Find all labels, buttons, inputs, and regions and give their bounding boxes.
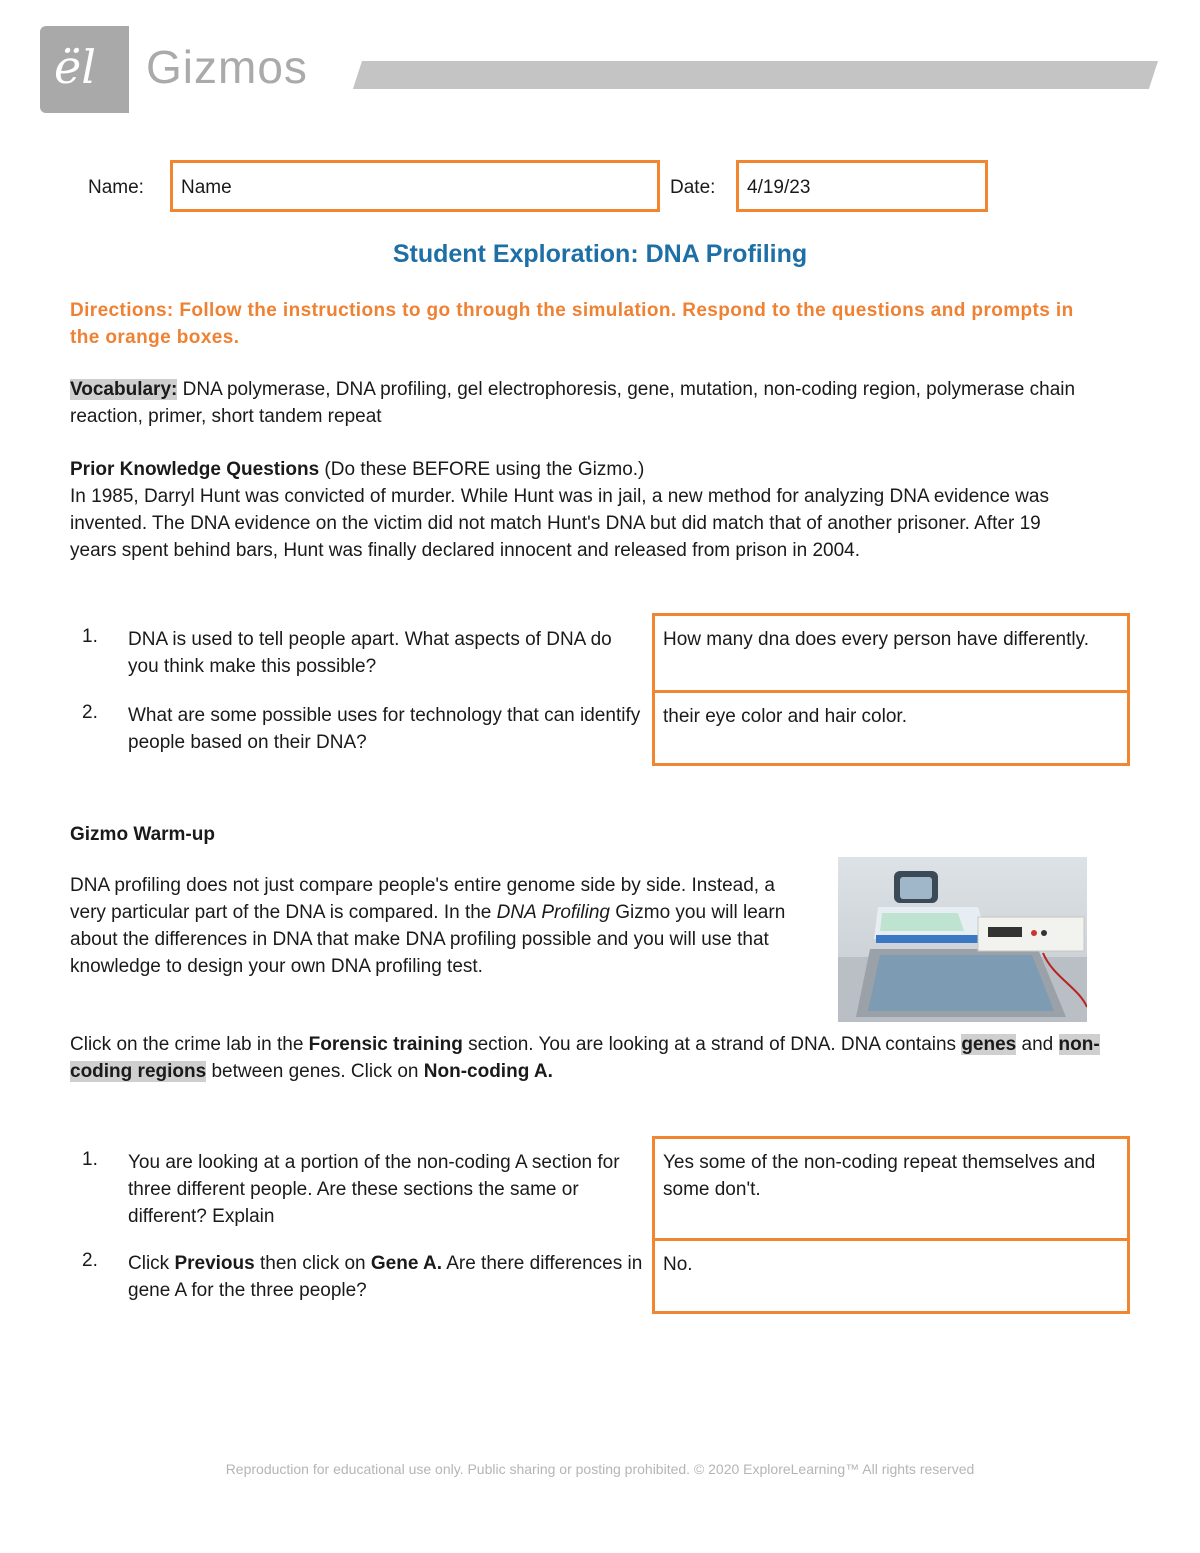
date-value: 4/19/23: [747, 177, 811, 198]
answer-box-warmup: [652, 1136, 1130, 1314]
name-value: Name: [181, 177, 232, 198]
forensic-training-term: Forensic training: [308, 1034, 463, 1055]
gene-a-term: Gene A.: [370, 1253, 442, 1274]
date-label: Date:: [670, 177, 716, 198]
warmup-text: Gizmo you will learn about the differences in DNA that make DNA profiling possible and you will use that knowledge to design your own DNA profiling test.: [70, 902, 786, 977]
name-field[interactable]: [170, 160, 660, 212]
warmup-text: DNA profiling does not just compare people's entire genome side by side. Instead, a very particular part of the DNA is compared. In the: [70, 875, 775, 923]
question-fragment: Are there differences in gene A for the three people?: [128, 1253, 643, 1301]
question-fragment: Click: [128, 1253, 175, 1274]
vocabulary-label: Vocabulary:: [70, 379, 178, 400]
warmup-text: and: [1016, 1034, 1059, 1055]
question-text: What are some possible uses for technology that can identify people based on their DNA?: [128, 705, 641, 753]
answer-text: their eye color and hair color.: [663, 706, 907, 727]
prior-knowledge-note: (Do these BEFORE using the Gizmo.): [319, 459, 645, 480]
directions: Directions: Follow the instructions to go through the simulation. Respond to the questions and prompts in the orange boxes.: [70, 300, 1074, 348]
non-coding-a-term: Non-coding A.: [423, 1061, 553, 1082]
prior-knowledge-paragraph: In 1985, Darryl Hunt was convicted of murder. While Hunt was in jail, a new method for analyzing DNA evidence was invented. The DNA evidence on the victim did not match Hunt's DNA but did match that of another prisoner. After 19 years spent behind bars, Hunt was finally declared innocent and released from prison in 2004.: [70, 486, 1049, 561]
answer-text: No.: [663, 1254, 693, 1275]
prior-knowledge-title: Prior Knowledge Questions: [70, 459, 320, 480]
vocab-term-non-coding: non-coding regions: [70, 1034, 1100, 1082]
name-label: Name:: [88, 177, 144, 198]
date-field[interactable]: [736, 160, 988, 212]
brand-name: Gizmos: [146, 41, 308, 93]
question-number: 2.: [82, 1250, 98, 1271]
question-number: 1.: [82, 1149, 98, 1170]
prior-knowledge-heading: [70, 456, 1120, 483]
question-number: 2.: [82, 702, 98, 723]
logo-glyph: ël: [54, 40, 96, 94]
question-text: DNA is used to tell people apart. What aspects of DNA do you think make this possible?: [128, 629, 612, 677]
lab-equipment-illustration: [838, 857, 1087, 1022]
question-number: 1.: [82, 626, 98, 647]
vocabulary: [70, 376, 1120, 430]
vocabulary-text: DNA polymerase, DNA profiling, gel electrophoresis, gene, mutation, non-coding region, polymerase chain reaction, primer, short tandem repeat: [70, 379, 1076, 427]
page-title: Student Exploration: DNA Profiling: [392, 240, 808, 268]
answer-text: How many dna does every person have differently.: [663, 629, 1089, 650]
answer-field[interactable]: [655, 693, 1127, 763]
warmup-heading: [70, 821, 1120, 848]
answer-box-prior-knowledge: [652, 613, 1130, 766]
answer-field[interactable]: [655, 1139, 1127, 1239]
warmup-text: Click on the crime lab in the: [70, 1034, 309, 1055]
warmup-text: between genes. Click on: [206, 1061, 424, 1082]
logo: [40, 26, 129, 113]
question-text: [128, 1250, 643, 1304]
warmup-title: Gizmo Warm-up: [70, 824, 215, 845]
warmup-text: section. You are looking at a strand of DNA. DNA contains: [462, 1034, 962, 1055]
footer-copyright: Reproduction for educational use only. Public sharing or posting prohibited. © 2020 ExploreLearning™ All rights reserved: [225, 1461, 975, 1477]
question-text: You are looking at a portion of the non-coding A section for three different people. Are these sections the same or different? Explain: [128, 1152, 620, 1227]
gizmo-screenshot-image: [838, 857, 1087, 1022]
warmup-paragraph-2: [70, 1031, 1120, 1085]
gizmo-name: DNA Profiling: [496, 902, 610, 923]
question-fragment: then click on: [254, 1253, 371, 1274]
answer-text: Yes some of the non-coding repeat themselves and some don't.: [663, 1152, 1096, 1200]
answer-field[interactable]: [655, 616, 1127, 691]
answer-field[interactable]: [655, 1241, 1127, 1311]
previous-term: Previous: [174, 1253, 255, 1274]
vocab-term-genes: genes: [961, 1034, 1017, 1055]
header-bar: [353, 61, 1158, 89]
warmup-paragraph-1: [70, 872, 795, 980]
